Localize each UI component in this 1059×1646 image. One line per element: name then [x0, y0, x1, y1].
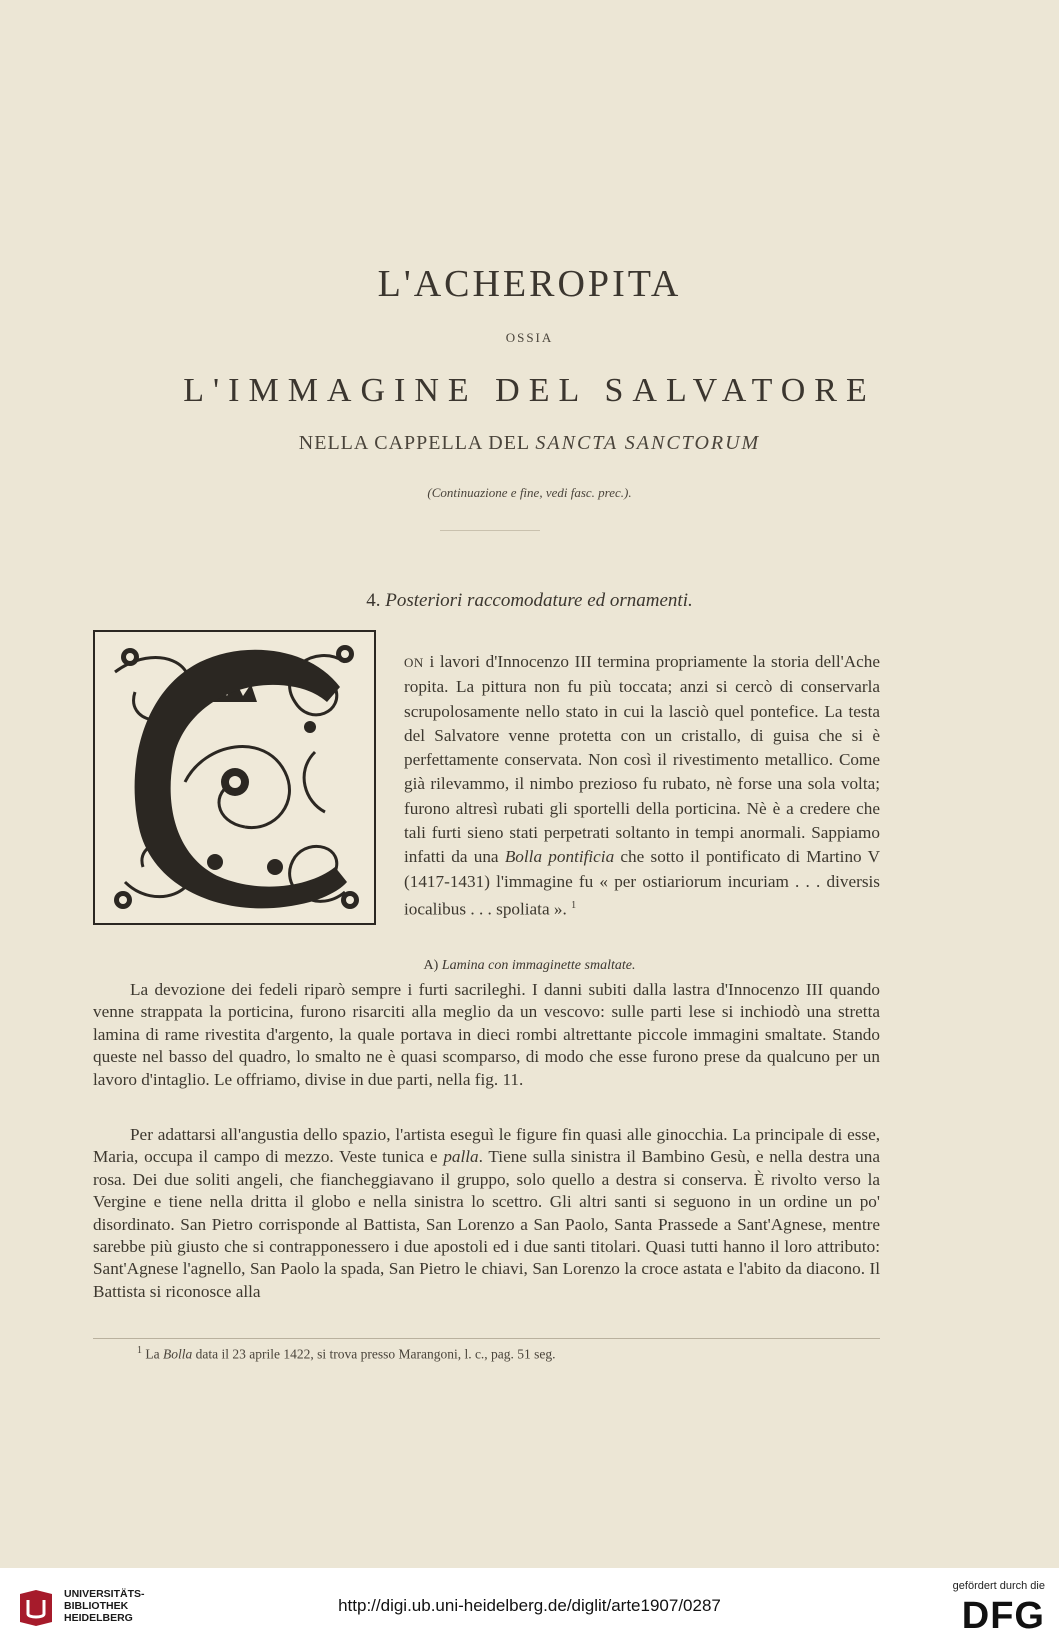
- title-ossia: OSSIA: [505, 330, 554, 345]
- source-url-link[interactable]: http://digi.ub.uni-heidelberg.de/diglit/arte1907/0287: [338, 1596, 721, 1615]
- title-location: [0, 432, 1059, 455]
- subsection-label: A): [423, 958, 442, 973]
- continuation-note: (Continuazione e fine, vedi fasc. prec.).: [427, 485, 632, 500]
- subsection-title: Lamina con immaginette smaltate.: [441, 958, 636, 973]
- title-divider: [440, 530, 540, 531]
- title-location-prefix: NELLA CAPPELLA DEL: [298, 432, 536, 454]
- footnote-text-b: data il 23 aprile 1422, si trova presso Marangoni, l. c., pag. 51 seg.: [192, 1346, 556, 1362]
- intro-text-b: che sotto il pontificato di Martino V (1417-1431) l'immagine fu « per ostiariorum incuriam . . . diversis iocalibus . . . spoliata ».: [404, 847, 880, 919]
- section-heading: [0, 590, 1059, 612]
- intro-italic: Bolla pontificia: [504, 847, 615, 867]
- page-title: L'ACHEROPITA: [377, 263, 682, 305]
- p2-italic: palla: [443, 1147, 479, 1167]
- library-name-line-1: UNIVERSITÄTS-: [64, 1588, 145, 1600]
- footnote-ref: 1: [571, 899, 577, 911]
- body-paragraph-2: [93, 1124, 880, 1303]
- library-name-line-3: HEIDELBERG: [64, 1612, 133, 1624]
- title-location-italic: SANCTA SANCTORUM: [535, 432, 761, 454]
- footnote-mark: 1: [137, 1345, 142, 1356]
- footnote-divider: [93, 1338, 880, 1339]
- drop-cap-continuation: ON: [404, 655, 424, 670]
- subsection-heading: [0, 958, 1059, 974]
- page-subtitle: L'IMMAGINE DEL SALVATORE: [183, 372, 876, 409]
- footnote: [137, 1345, 556, 1363]
- footnote-italic: Bolla: [163, 1346, 193, 1362]
- intro-paragraph: [404, 650, 880, 922]
- funded-by-label: gefördert durch die: [952, 1580, 1045, 1592]
- p2-text-b: . Tiene sulla sinistra il Bambino Gesù, e nella destra una rosa. Dei due soliti angeli, che fiancheggiavano il gruppo, solo quello a destra si conserva. È rivolto verso la Vergine e tiene nella dritta il globo e nella sinistra lo scettro. Gli altri santi si seguono in un ordine un po' disordinato. San Pietro corrisponde al Battista, San Lorenzo a San Paolo, Santa Prassede a Sant'Agnese, mentre sarebbe più giusto che si contrapponessero i due apostoli ed i due santi titolari. Quasi tutti hanno il loro attributo: Sant'Agnese l'agnello, San Paolo la spada, San Pietro le chiavi, San Lorenzo la croce astata e l'abito da diacono. Il Battista si riconosce alla: [93, 1147, 880, 1301]
- decorated-initial-c-icon: [93, 630, 376, 925]
- section-number: 4.: [366, 590, 386, 611]
- library-name-line-2: BIBLIOTHEK: [64, 1600, 129, 1612]
- section-title: Posteriori raccomodature ed ornamenti.: [385, 590, 693, 611]
- footer-bar: [0, 1568, 1059, 1646]
- dfg-logo: DFG: [961, 1595, 1045, 1637]
- p2-text-a: Per adattarsi all'angustia dello spazio, l'artista eseguì le figure fin quasi alle ginocchia. La principale di esse, Maria, occupa il campo di mezzo. Veste tunica e: [93, 1125, 880, 1167]
- body-paragraph-1: La devozione dei fedeli riparò sempre i furti sacrileghi. I danni subiti dalla lastra d'Innocenzo III quando venne strappata la porticina, furono risarciti alla meglio da un vescovo: sulle parti lese si inchiodò una stretta lamina di rame rivestita d'argento, la quale portava in dieci rombi altrettante piccole immagini smaltate. Stando queste nel basso del quadro, lo smalto ne è quasi scomparso, di modo che esse furono prese da qualcuno per un lavoro d'intaglio. Le offriamo, divise in due parti, nella fig. 11.: [93, 980, 880, 1089]
- intro-text-a: i lavori d'Innocenzo III termina propriamente la storia dell'Ache ropita. La pittura non fu più toccata; anzi si cercò di conservarla scrupolosamente nello stato in cui la lasciò quel pontefice. La testa del Salvatore venne protetta con un cristallo, di guisa che si è perfettamente conservata. Non così il rivestimento metallico. Come già rilevammo, il nimbo prezioso fu rubato, nè forse una sola volta; furono altresì rubati gli sportelli della porticina. Nè è a credere che tali furti sieno stati perpetrati soltanto in tempi anormali. Sappiamo infatti da una: [404, 652, 880, 867]
- footnote-text-a: La: [142, 1346, 163, 1362]
